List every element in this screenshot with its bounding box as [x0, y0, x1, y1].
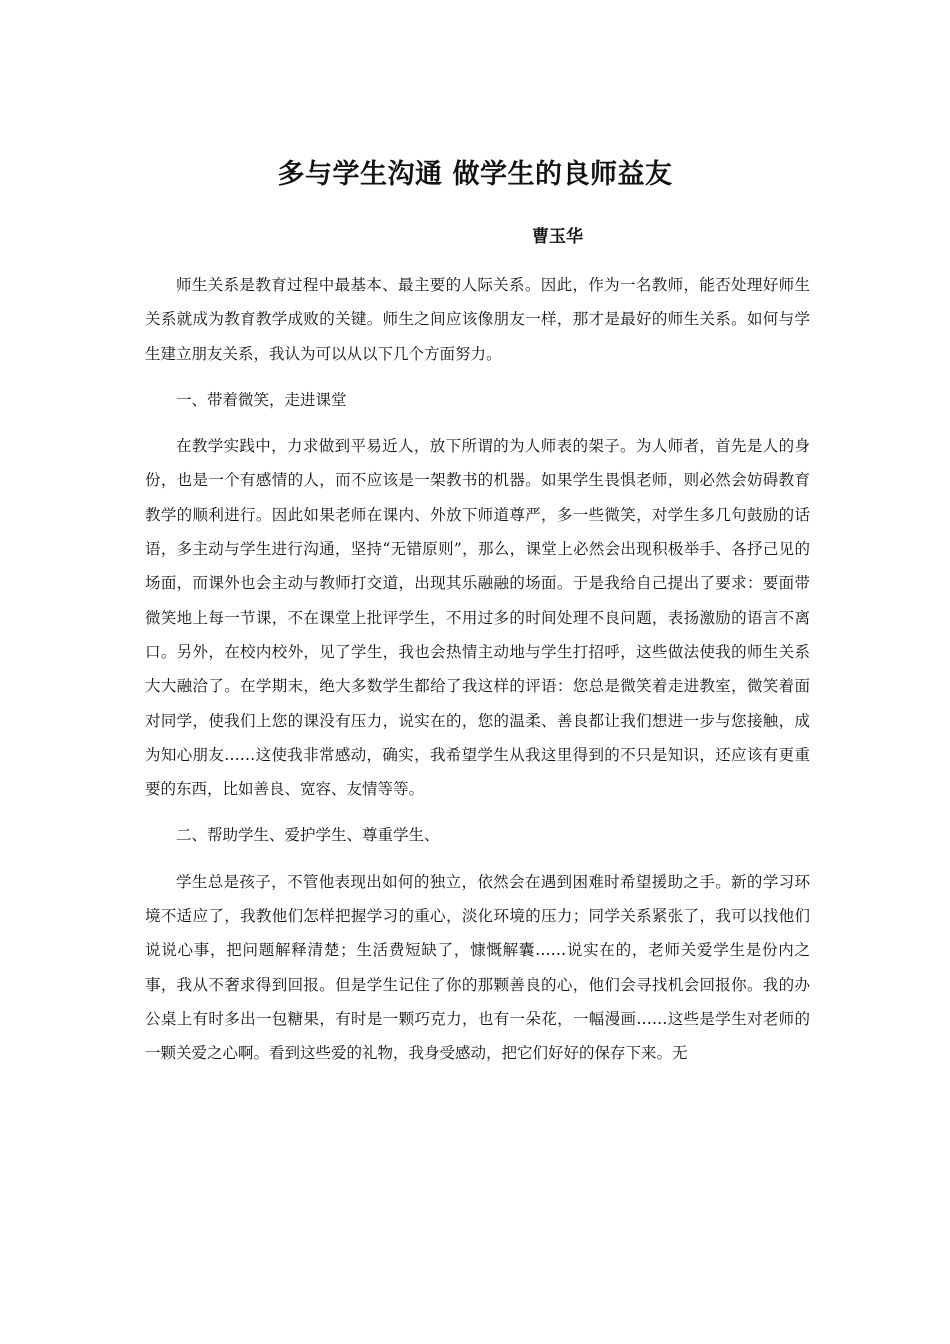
paragraph-section-1: 在教学实践中，力求做到平易近人，放下所谓的为人师表的架子。为人师者，首先是人的身份，也是一个有感情的人，而不应该是一架教书的机器。如果学生畏惧老师，则必然会妨碍教育教学的顺利进行。因此如果老师在课内、外放下师道尊严，多一些微笑，对学生多几句鼓励的话语，多主动与学生进行沟通，坚持“无错原则”，那么，课堂上必然会出现积极举手、各抒己见的场面，而课外也会主动与教师打交道，出现其乐融融的场面。于是我给自己提出了要求：要面带微笑地上每一节课，不在课堂上批评学生，不用过多的时间处理不良问题，表扬激励的语言不离口。另外，在校内校外，见了学生，我也会热情主动地与学生打招呼，这些做法使我的师生关系大大融洽了。在学期末，绝大多数学生都给了我这样的评语：您总是微笑着走进教室，微笑着面对同学，使我们上您的课没有压力，说实在的，您的温柔、善良都让我们想进一步与您接触，成为知心朋友……这使我非常感动，确实，我希望学生从我这里得到的不只是知识，还应该有更重要的东西，比如善良、宽容、友情等等。 — [145, 437, 810, 799]
section-heading-1: 一、带着微笑，走进课堂 — [176, 390, 347, 409]
paragraph-section-2: 学生总是孩子，不管他表现出如何的独立，依然会在遇到困难时希望援助之手。新的学习环境不适应了，我教他们怎样把握学习的重心，淡化环境的压力；同学关系紧张了，我可以找他们说说心事，把问题解释清楚；生活费短缺了，慷慨解囊……说实在的，老师关爱学生是份内之事，我从不奢求得到回报。但是学生记住了你的那颗善良的心，他们会寻找机会回报你。我的办公桌上有时多出一包糖果，有时是一颗巧克力，也有一朵花，一幅漫画……这些是学生对老师的一颗关爱之心啊。看到这些爱的礼物，我身受感动，把它们好好的保存下来。无 — [145, 872, 810, 1063]
document-title: 多与学生沟通 做学生的良师益友 — [277, 159, 673, 190]
paragraph-intro: 师生关系是教育过程中最基本、最主要的人际关系。因此，作为一名教师，能否处理好师生关系就成为教育教学成败的关键。师生之间应该像朋友一样，那才是最好的师生关系。如何与学生建立朋友关系，我认为可以从以下几个方面努力。 — [145, 276, 810, 363]
document-body — [145, 268, 810, 1083]
document-author: 曹玉华 — [532, 227, 583, 247]
section-heading-2: 二、帮助学生、爱护学生、尊重学生、 — [176, 826, 440, 845]
